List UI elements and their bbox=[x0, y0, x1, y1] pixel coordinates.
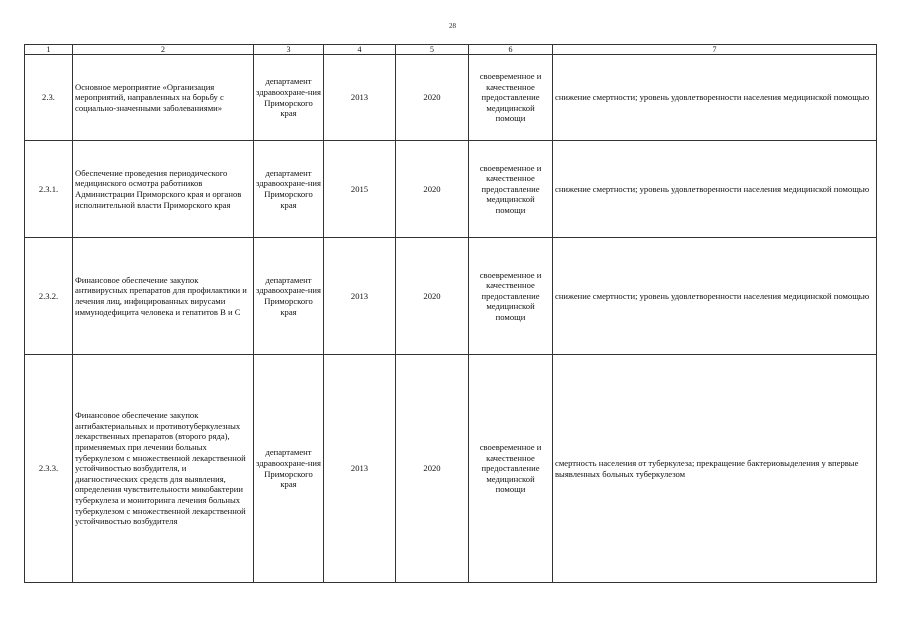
start-year: 2013 bbox=[324, 55, 396, 141]
expected-result: своевременное и качественное предоставление медицинской помощи bbox=[469, 238, 553, 355]
start-year: 2013 bbox=[324, 355, 396, 583]
page-number: 28 bbox=[449, 22, 456, 30]
expected-result: своевременное и качественное предоставление медицинской помощи bbox=[469, 141, 553, 238]
measure-name: Основное мероприятие «Организация мероприятий, направленных на борьбу с социально-значенными заболеваниями» bbox=[73, 55, 254, 141]
column-header: 3 bbox=[254, 45, 324, 55]
table-row bbox=[25, 355, 877, 583]
measures-table bbox=[24, 44, 877, 583]
end-year: 2020 bbox=[396, 355, 469, 583]
row-number: 2.3. bbox=[25, 55, 73, 141]
measure-name: Обеспечение проведения периодического медицинского осмотра работников Администрации Приморского края и органов исполнительной власти Приморского края bbox=[73, 141, 254, 238]
start-year: 2013 bbox=[324, 238, 396, 355]
expected-result: своевременное и качественное предоставление медицинской помощи bbox=[469, 355, 553, 583]
row-number: 2.3.1. bbox=[25, 141, 73, 238]
column-header: 4 bbox=[324, 45, 396, 55]
table-row bbox=[25, 141, 877, 238]
end-year: 2020 bbox=[396, 141, 469, 238]
table-row bbox=[25, 238, 877, 355]
column-header: 6 bbox=[469, 45, 553, 55]
column-header: 5 bbox=[396, 45, 469, 55]
table-row bbox=[25, 55, 877, 141]
impact-indicator: снижение смертности; уровень удовлетворенности населения медицинской помощью bbox=[553, 238, 877, 355]
executor: департамент здравоохране-ния Приморского края bbox=[254, 55, 324, 141]
end-year: 2020 bbox=[396, 238, 469, 355]
measure-name: Финансовое обеспечение закупок антивирусных препаратов для профилактики и лечения лиц, инфицированных вирусами иммунодефицита человека и гепатитов В и С bbox=[73, 238, 254, 355]
executor: департамент здравоохране-ния Приморского края bbox=[254, 238, 324, 355]
impact-indicator: снижение смертности; уровень удовлетворенности населения медицинской помощью bbox=[553, 141, 877, 238]
column-header: 2 bbox=[73, 45, 254, 55]
end-year: 2020 bbox=[396, 55, 469, 141]
executor: департамент здравоохране-ния Приморского края bbox=[254, 141, 324, 238]
column-header: 7 bbox=[553, 45, 877, 55]
row-number: 2.3.3. bbox=[25, 355, 73, 583]
column-header: 1 bbox=[25, 45, 73, 55]
impact-indicator: снижение смертности; уровень удовлетворенности населения медицинской помощью bbox=[553, 55, 877, 141]
measure-name: Финансовое обеспечение закупок антибактериальных и противотуберкулезных лекарственных препаратов (второго ряда), применяемых при лечении больных туберкулезом с множественной лекарственной устойчивостью возбудителя, и диагностических средств для выявления, определения чувствительности микобактерии туберкулеза и мониторинга лечения больных туберкулезом с множественной лекарственной устойчивостью возбудителя bbox=[73, 355, 254, 583]
row-number: 2.3.2. bbox=[25, 238, 73, 355]
table-header-row bbox=[25, 45, 877, 55]
impact-indicator: смертность населения от туберкулеза; прекращение бактериовыделения у впервые выявленных больных туберкулезом bbox=[553, 355, 877, 583]
executor: департамент здравоохране-ния Приморского края bbox=[254, 355, 324, 583]
start-year: 2015 bbox=[324, 141, 396, 238]
expected-result: своевременное и качественное предоставление медицинской помощи bbox=[469, 55, 553, 141]
